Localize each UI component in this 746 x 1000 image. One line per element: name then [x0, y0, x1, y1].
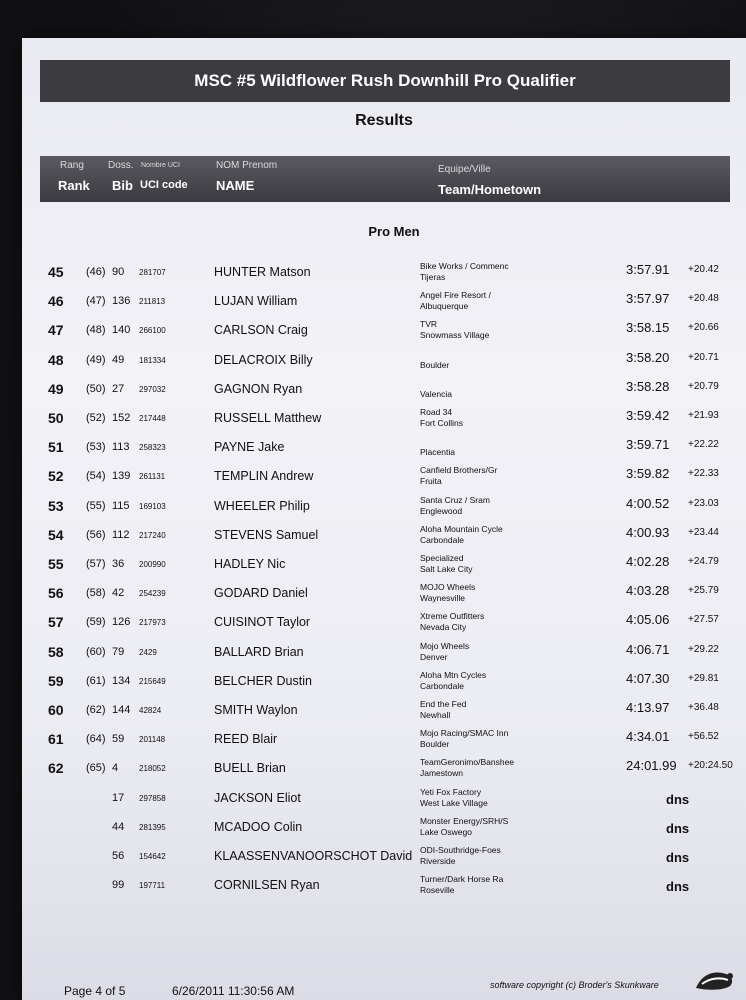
time-cell: 4:34.01 [626, 729, 670, 744]
table-row [22, 348, 746, 376]
header-rank-fr: Rang [60, 160, 84, 171]
rank-cell: 53 [48, 498, 64, 514]
uci-code-cell: 2429 [139, 648, 157, 657]
table-row [22, 581, 746, 609]
bib-cell: 59 [112, 733, 125, 745]
header-team: Team/Hometown [438, 182, 542, 197]
team-hometown-cell: ODI-Southridge-Foes Riverside [420, 845, 501, 866]
team-hometown-cell: Turner/Dark Horse Ra Roseville [420, 874, 504, 895]
rank-cell: 50 [48, 410, 64, 426]
header-rank: Rank [58, 178, 90, 193]
bib-cell: 115 [112, 500, 130, 512]
time-cell: 3:58.15 [626, 320, 670, 335]
bib-cell: 90 [112, 266, 125, 278]
uci-code-cell: 200990 [139, 560, 166, 569]
rank-cell: 46 [48, 293, 64, 309]
time-cell: 24:01.99 [626, 758, 677, 773]
team-hometown-cell: Aloha Mtn Cycles Carbondale [420, 670, 487, 691]
uci-code-cell: 169103 [139, 502, 166, 511]
status-cell: dns [666, 821, 690, 836]
time-cell: 3:58.20 [626, 350, 670, 365]
bib-cell: 27 [112, 383, 125, 395]
previous-rank-cell: (48) [86, 324, 106, 336]
time-cell: 3:58.28 [626, 379, 670, 394]
time-cell: 3:57.97 [626, 291, 670, 306]
bib-cell: 140 [112, 324, 131, 336]
rider-name-cell: GODARD Daniel [214, 586, 308, 600]
table-row [22, 640, 746, 668]
rank-cell: 57 [48, 614, 64, 630]
table-row [22, 844, 746, 872]
previous-rank-cell: (62) [86, 704, 106, 716]
previous-rank-cell: (61) [86, 675, 106, 687]
table-row [22, 727, 746, 755]
rank-cell: 48 [48, 352, 64, 368]
table-row [22, 435, 746, 463]
rider-name-cell: KLAASSENVANOORSCHOT David [214, 849, 413, 863]
document-title: MSC #5 Wildflower Rush Downhill Pro Qualifier [40, 60, 730, 102]
bib-cell: 36 [112, 558, 125, 570]
table-row [22, 610, 746, 638]
bib-cell: 152 [112, 412, 131, 424]
status-cell: dns [666, 792, 690, 807]
gap-cell: +24.79 [688, 556, 719, 567]
table-row [22, 756, 746, 784]
time-cell: 3:59.42 [626, 408, 670, 423]
bib-cell: 136 [112, 295, 131, 307]
team-hometown-cell: Valencia [420, 389, 452, 399]
team-hometown-cell: Mojo Wheels Denver [420, 641, 470, 662]
time-cell: 4:05.06 [626, 612, 670, 627]
previous-rank-cell: (52) [86, 412, 106, 424]
uci-code-cell: 215649 [139, 677, 166, 686]
uci-code-cell: 297032 [139, 385, 166, 394]
previous-rank-cell: (65) [86, 762, 106, 774]
bib-cell: 112 [112, 529, 130, 541]
uci-code-cell: 297858 [139, 794, 166, 803]
table-row [22, 260, 746, 288]
rider-name-cell: GAGNON Ryan [214, 382, 303, 396]
gap-cell: +20:24.50 [688, 760, 733, 771]
time-cell: 4:13.97 [626, 700, 670, 715]
rank-cell: 54 [48, 527, 64, 543]
time-cell: 3:59.82 [626, 466, 670, 481]
team-hometown-cell: Boulder [420, 360, 450, 370]
bib-cell: 126 [112, 616, 131, 628]
bib-cell: 44 [112, 821, 125, 833]
rider-name-cell: BUELL Brian [214, 761, 286, 775]
uci-code-cell: 281707 [139, 268, 166, 277]
table-row [22, 873, 746, 901]
rank-cell: 51 [48, 439, 64, 455]
category-heading: Pro Men [368, 224, 420, 239]
time-cell: 4:03.28 [626, 583, 670, 598]
previous-rank-cell: (58) [86, 587, 106, 599]
results-sheet [22, 38, 746, 1000]
rider-name-cell: MCADOO Colin [214, 820, 303, 834]
rider-name-cell: BALLARD Brian [214, 645, 304, 659]
gap-cell: +20.79 [688, 381, 719, 392]
time-cell: 3:57.91 [626, 262, 670, 277]
gap-cell: +20.48 [688, 293, 719, 304]
team-hometown-cell: Aloha Mountain Cycle Carbondale [420, 524, 503, 545]
uci-code-cell: 261131 [139, 472, 166, 481]
rider-name-cell: DELACROIX Billy [214, 353, 313, 367]
bib-cell: 144 [112, 704, 131, 716]
previous-rank-cell: (64) [86, 733, 106, 745]
header-uci-fr: Nombre UCI [141, 162, 180, 169]
previous-rank-cell: (53) [86, 441, 106, 453]
team-hometown-cell: Monster Energy/SRH/S Lake Oswego [420, 816, 509, 837]
skunkware-logo [692, 964, 738, 994]
table-row [22, 786, 746, 814]
uci-code-cell: 217240 [139, 531, 166, 540]
previous-rank-cell: (54) [86, 470, 106, 482]
gap-cell: +22.22 [688, 439, 719, 450]
bib-cell: 4 [112, 762, 119, 774]
column-header-bar [40, 156, 730, 202]
previous-rank-cell: (60) [86, 646, 106, 658]
uci-code-cell: 217973 [139, 618, 166, 627]
table-row [22, 552, 746, 580]
rider-name-cell: BELCHER Dustin [214, 674, 312, 688]
team-hometown-cell: Angel Fire Resort / Albuquerque [420, 290, 491, 311]
previous-rank-cell: (49) [86, 354, 106, 366]
previous-rank-cell: (57) [86, 558, 106, 570]
table-row [22, 406, 746, 434]
rank-cell: 58 [48, 644, 64, 660]
rider-name-cell: PAYNE Jake [214, 440, 285, 454]
gap-cell: +21.93 [688, 410, 719, 421]
rider-name-cell: HUNTER Matson [214, 265, 311, 279]
document-subtitle: Results [355, 112, 413, 129]
table-row [22, 523, 746, 551]
rider-name-cell: REED Blair [214, 732, 278, 746]
page-number: Page 4 of 5 [64, 984, 126, 998]
rider-name-cell: WHEELER Philip [214, 499, 310, 513]
gap-cell: +25.79 [688, 585, 719, 596]
table-row [22, 464, 746, 492]
header-name: NAME [216, 178, 255, 193]
time-cell: 4:02.28 [626, 554, 670, 569]
uci-code-cell: 154642 [139, 852, 166, 861]
bib-cell: 49 [112, 354, 125, 366]
time-cell: 4:00.93 [626, 525, 670, 540]
team-hometown-cell: Placentia [420, 447, 455, 457]
previous-rank-cell: (56) [86, 529, 106, 541]
team-hometown-cell: Canfield Brothers/Gr Fruita [420, 465, 498, 486]
uci-code-cell: 254239 [139, 589, 166, 598]
table-row [22, 669, 746, 697]
table-row [22, 318, 746, 346]
rider-name-cell: TEMPLIN Andrew [214, 469, 314, 483]
uci-code-cell: 281395 [139, 823, 166, 832]
uci-code-cell: 218052 [139, 764, 166, 773]
status-cell: dns [666, 850, 690, 865]
rider-name-cell: STEVENS Samuel [214, 528, 319, 542]
rank-cell: 60 [48, 702, 64, 718]
gap-cell: +29.22 [688, 644, 719, 655]
rank-cell: 59 [48, 673, 64, 689]
rider-name-cell: CUISINOT Taylor [214, 615, 311, 629]
gap-cell: +36.48 [688, 702, 719, 713]
print-timestamp: 6/26/2011 11:30:56 AM [172, 984, 295, 998]
bib-cell: 79 [112, 646, 125, 658]
gap-cell: +20.71 [688, 352, 719, 363]
uci-code-cell: 258323 [139, 443, 166, 452]
gap-cell: +20.66 [688, 322, 719, 333]
copyright-text: software copyright (c) Broder's Skunkware [490, 980, 659, 990]
team-hometown-cell: Road 34 Fort Collins [420, 407, 463, 428]
uci-code-cell: 266100 [139, 326, 166, 335]
gap-cell: +56.52 [688, 731, 719, 742]
previous-rank-cell: (59) [86, 616, 106, 628]
rank-cell: 62 [48, 760, 64, 776]
team-hometown-cell: Xtreme Outfitters Nevada City [420, 611, 485, 632]
gap-cell: +29.81 [688, 673, 719, 684]
time-cell: 4:00.52 [626, 496, 670, 511]
rider-name-cell: CORNILSEN Ryan [214, 878, 320, 892]
rank-cell: 45 [48, 264, 64, 280]
rider-name-cell: HADLEY Nic [214, 557, 286, 571]
table-row [22, 377, 746, 405]
rank-cell: 49 [48, 381, 64, 397]
table-row [22, 289, 746, 317]
rider-name-cell: JACKSON Eliot [214, 791, 301, 805]
header-bib: Bib [112, 178, 133, 193]
uci-code-cell: 42824 [139, 706, 162, 715]
table-row [22, 698, 746, 726]
previous-rank-cell: (47) [86, 295, 106, 307]
team-hometown-cell: TVR Snowmass Village [420, 319, 490, 340]
bib-cell: 56 [112, 850, 125, 862]
header-uci: UCI code [140, 179, 188, 191]
rank-cell: 61 [48, 731, 64, 747]
bib-cell: 42 [112, 587, 125, 599]
bib-cell: 139 [112, 470, 131, 482]
team-hometown-cell: Santa Cruz / Sram Englewood [420, 495, 490, 516]
rank-cell: 55 [48, 556, 64, 572]
team-hometown-cell: Yeti Fox Factory West Lake Village [420, 787, 488, 808]
rank-cell: 47 [48, 322, 64, 338]
previous-rank-cell: (50) [86, 383, 106, 395]
team-hometown-cell: Mojo Racing/SMAC Inn Boulder [420, 728, 509, 749]
rider-name-cell: LUJAN William [214, 294, 298, 308]
uci-code-cell: 197711 [139, 881, 166, 890]
team-hometown-cell: Bike Works / Commenc Tijeras [420, 261, 509, 282]
team-hometown-cell: Specialized Salt Lake City [420, 553, 473, 574]
time-cell: 4:06.71 [626, 642, 670, 657]
rider-name-cell: CARLSON Craig [214, 323, 308, 337]
team-hometown-cell: TeamGeronimo/Banshee Jamestown [420, 757, 515, 778]
uci-code-cell: 181334 [139, 356, 166, 365]
previous-rank-cell: (46) [86, 266, 106, 278]
bib-cell: 99 [112, 879, 125, 891]
header-name-fr: NOM Prenom [216, 160, 278, 171]
gap-cell: +23.03 [688, 498, 719, 509]
bib-cell: 134 [112, 675, 131, 687]
time-cell: 3:59.71 [626, 437, 670, 452]
bib-cell: 17 [112, 792, 125, 804]
previous-rank-cell: (55) [86, 500, 106, 512]
header-team-fr: Equipe/Ville [438, 164, 491, 175]
gap-cell: +27.57 [688, 614, 719, 625]
rider-name-cell: RUSSELL Matthew [214, 411, 322, 425]
rank-cell: 56 [48, 585, 64, 601]
rank-cell: 52 [48, 468, 64, 484]
gap-cell: +20.42 [688, 264, 719, 275]
team-hometown-cell: End the Fed Newhall [420, 699, 467, 720]
rider-name-cell: SMITH Waylon [214, 703, 298, 717]
team-hometown-cell: MOJO Wheels Waynesville [420, 582, 476, 603]
gap-cell: +22.33 [688, 468, 719, 479]
time-cell: 4:07.30 [626, 671, 670, 686]
table-row [22, 494, 746, 522]
uci-code-cell: 201148 [139, 735, 166, 744]
header-bib-fr: Doss. [108, 160, 134, 171]
uci-code-cell: 217448 [139, 414, 166, 423]
gap-cell: +23.44 [688, 527, 719, 538]
status-cell: dns [666, 879, 690, 894]
table-row [22, 815, 746, 843]
bib-cell: 113 [112, 441, 130, 453]
uci-code-cell: 211813 [139, 297, 166, 306]
